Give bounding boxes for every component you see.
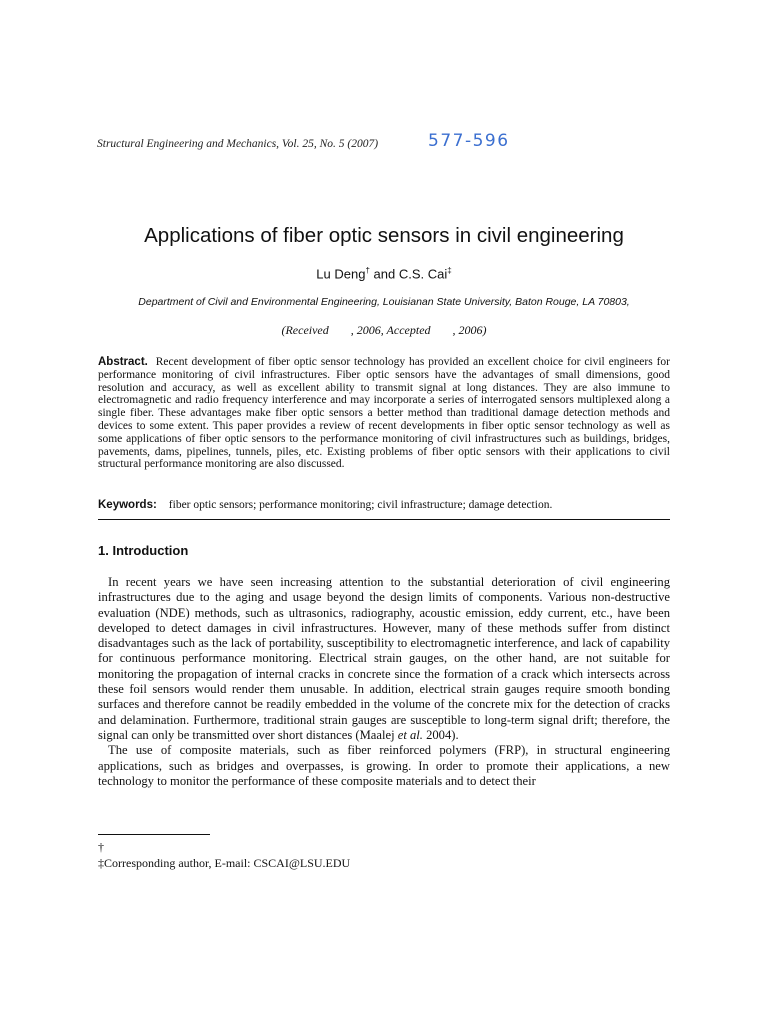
keywords-label: Keywords: (98, 499, 157, 511)
paper-title: Applications of fiber optic sensors in civil engineering (144, 224, 624, 247)
paragraph-1-end: 2004). (426, 727, 459, 742)
section-divider (98, 519, 670, 520)
introduction-body (98, 575, 670, 789)
received-end: , 2006) (452, 323, 487, 337)
received-label: (Received (281, 323, 329, 337)
paragraph-1-text: In recent years we have seen increasing attention to the substantial deterioration of civil engineering infrastructures due to the aging and usage beyond the design limits of components. Various non-destructive evaluation (NDE) methods, such as ultrasonics, radiography, acoustic emission, eddy current, etc., have been developed to detect damages in civil infrastructures. However, many of these methods suffer from distinct disadvantages such as the lack of portability, susceptibility to electromagnetic interference, and lack of capability for continuous performance monitoring. Electrical strain gauges, on the other hand, are not suitable for monitoring the propagation of internal cracks in concrete since the formation of a crack which intersects across these foil sensors would render them unusable. In addition, electrical strain gauges require smooth bonding surfaces and therefore cannot be readily embedded in the volume of the concrete mix for the detection of cracks and delamination. Furthermore, traditional strain gauges are susceptible to long-term signal drift; therefore, the signal can only be transmitted over short distances (Maalej (98, 575, 670, 742)
section-heading: 1. Introduction (98, 543, 189, 558)
author-1: Lu Deng (316, 266, 366, 282)
affiliation: Department of Civil and Environmental Engineering, Louisianan State University, Baton Rouge, LA 70803, (138, 296, 630, 308)
footnote-dagger: † (98, 840, 104, 854)
author-2: C.S. Cai (398, 266, 448, 282)
abstract (98, 356, 670, 471)
received-dates (0, 323, 768, 338)
author-1-mark: † (365, 266, 370, 275)
abstract-text: Recent development of fiber optic sensor technology has provided an excellent choice for civil engineers for performance monitoring of civil infrastructures. Fiber optic sensors have the advantages of small dimensions, good resolution and accuracy, as well as excellent ability to transmit signal at long distances. They are also immune to electromagnetic and radio frequency interference and may incorporate a series of interrogated sensors multiplexed along a single fiber. These advantages make fiber optic sensors a better method than traditional damage detection methods and devices to some extent. This paper provides a review of recent developments in fiber optic sensor technology as well as some applications of fiber optic sensors to the performance monitoring of civil infrastructures such as buildings, bridges, pavements, dams, pipelines, tunnels, piles, etc. Existing problems of fiber optic sensors with their applications to civil structural performance monitoring are also discussed. (98, 356, 670, 471)
paragraph-2: The use of composite materials, such as fiber reinforced polymers (FRP), in structural engineering applications, such as bridges and overpasses, is growing. In order to promote their applications, a new technology to monitor the performance of these composite materials and to detect their (98, 743, 670, 788)
keywords-text: fiber optic sensors; performance monitoring; civil infrastructure; damage detection. (168, 499, 553, 511)
keywords (98, 499, 552, 511)
paragraph-1 (98, 575, 670, 743)
handwritten-page-range: 577-596 (428, 131, 510, 151)
journal-citation: Structural Engineering and Mechanics, Vol. 25, No. 5 (2007) (97, 138, 379, 150)
author-2-mark: ‡ (447, 266, 452, 275)
abstract-label: Abstract. (98, 356, 148, 368)
author-line (0, 266, 768, 281)
author-joiner: and (369, 266, 399, 282)
citation-et-al: et al. (397, 727, 423, 742)
footnote-divider (98, 834, 210, 835)
footnote-corresponding-author: ‡Corresponding author, E-mail: CSCAI@LSU.EDU (98, 856, 351, 870)
accepted-label: , 2006, Accepted (350, 323, 431, 337)
